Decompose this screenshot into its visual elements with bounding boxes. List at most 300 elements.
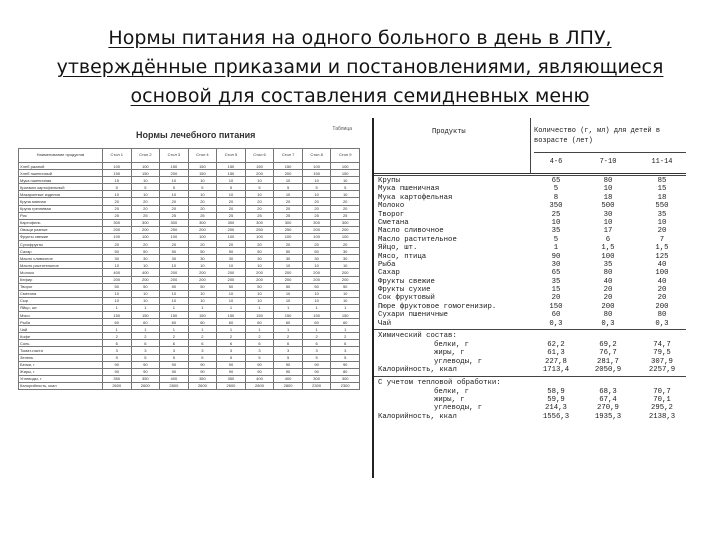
value-cell: 0,3 (655, 319, 669, 328)
value-cell: 30 (331, 248, 360, 255)
value-cell: 50 (331, 283, 360, 290)
value-cell: 6 (188, 340, 217, 347)
value-cell: 10 (331, 262, 360, 269)
table-row (19, 333, 360, 340)
value-cell: 18 (603, 193, 613, 202)
spacer (374, 175, 686, 176)
value-cell: 100 (131, 233, 160, 240)
section-divider (374, 329, 686, 330)
product-name: Сухари пшеничные (378, 311, 449, 320)
value-cell: 200 (103, 276, 132, 283)
value-cell: 200 (274, 170, 303, 177)
value-cell: 150 (188, 163, 217, 170)
column-header: Стол 2 (131, 149, 160, 163)
value-cell: 30 (103, 255, 132, 262)
value-cell: 10 (188, 262, 217, 269)
value-cell: 5 (245, 354, 274, 361)
value-cell: 1 (245, 304, 274, 311)
product-name: Сухофрукты (19, 241, 103, 248)
value-cell: 0,3 (601, 319, 615, 328)
value-cell: 62,2 (547, 341, 565, 350)
value-cell: 200 (188, 269, 217, 276)
table-row (374, 404, 686, 412)
value-cell: 10 (160, 297, 189, 304)
value-cell: 6 (131, 340, 160, 347)
value-cell: 150 (331, 170, 360, 177)
value-cell: 15 (103, 177, 132, 184)
value-cell: 100 (274, 233, 303, 240)
value-cell: 100 (188, 233, 217, 240)
table-row (374, 294, 686, 302)
value-cell: 1 (103, 304, 132, 311)
value-cell: 50 (245, 283, 274, 290)
product-name: Сметана (378, 218, 409, 227)
product-name: Творог (378, 210, 405, 219)
value-cell: 60 (217, 319, 246, 326)
value-cell: 20 (217, 198, 246, 205)
value-cell: 2300 (331, 382, 360, 389)
value-cell: 59,9 (547, 395, 565, 404)
product-name: Молоко (19, 269, 103, 276)
value-cell: 100 (331, 163, 360, 170)
value-cell: 1,5 (655, 244, 669, 253)
value-cell: 65 (551, 177, 561, 185)
value-cell: 20 (274, 205, 303, 212)
value-cell: 30 (131, 255, 160, 262)
value-cell: 60 (103, 319, 132, 326)
value-cell: 10 (131, 262, 160, 269)
table-row (19, 191, 360, 198)
value-cell: 300 (274, 219, 303, 226)
value-cell: 5 (331, 354, 360, 361)
value-cell: 20 (160, 241, 189, 248)
value-cell: 50 (217, 248, 246, 255)
value-cell: 2050,9 (594, 366, 622, 375)
value-cell: 50 (302, 248, 331, 255)
value-cell: 1,5 (601, 244, 615, 253)
product-name: Белки, г (19, 361, 103, 368)
value-cell: 200 (188, 226, 217, 233)
value-cell: 35 (551, 277, 561, 286)
table-row (374, 278, 686, 286)
value-cell: 3 (302, 347, 331, 354)
value-cell: 150 (217, 311, 246, 318)
value-cell: 295,2 (651, 404, 673, 413)
value-cell: 2800 (245, 382, 274, 389)
value-cell: 25 (131, 212, 160, 219)
value-cell: 10 (217, 290, 246, 297)
table-row (374, 194, 686, 202)
value-cell: 90 (331, 361, 360, 368)
value-cell: 10 (217, 191, 246, 198)
value-cell: 10 (302, 297, 331, 304)
children-norms-body (374, 175, 686, 421)
table-row (374, 253, 686, 261)
column-header: Стол 6 (245, 149, 274, 163)
value-cell: 5 (217, 184, 246, 191)
value-cell: 10 (245, 177, 274, 184)
table-row (374, 227, 686, 235)
value-cell: 20 (245, 198, 274, 205)
value-cell: 90 (131, 361, 160, 368)
product-name: Рыба (19, 319, 103, 326)
product-name: Картофель (19, 219, 103, 226)
product-name: Мука пшеничная (378, 185, 440, 194)
value-cell: 20 (603, 294, 613, 303)
value-cell: 2 (331, 333, 360, 340)
product-name: Яйцо, шт. (19, 304, 103, 311)
value-cell: 0,3 (549, 319, 563, 328)
value-cell: 100 (217, 233, 246, 240)
value-cell: 2300 (302, 382, 331, 389)
value-cell: 70,7 (653, 387, 671, 396)
value-cell: 200 (103, 226, 132, 233)
table-row (19, 304, 360, 311)
value-cell: 2 (188, 333, 217, 340)
table-row (19, 170, 360, 177)
table-row (374, 358, 686, 366)
value-cell: 1 (188, 326, 217, 333)
value-cell: 10 (188, 191, 217, 198)
value-cell: 1 (160, 304, 189, 311)
value-cell: 20 (274, 198, 303, 205)
value-cell: 80 (331, 368, 360, 375)
value-cell: 350 (103, 375, 132, 382)
value-cell: 10 (274, 290, 303, 297)
value-cell: 70,1 (653, 395, 671, 404)
value-cell: 90 (217, 361, 246, 368)
value-cell: 200 (274, 276, 303, 283)
value-cell: 100 (302, 233, 331, 240)
value-cell: 20 (103, 198, 132, 205)
product-name: Крупа гречневая (19, 205, 103, 212)
value-cell: 20 (274, 241, 303, 248)
product-name: Мука картофельная (378, 193, 453, 202)
value-cell: 50 (103, 248, 132, 255)
value-cell: 150 (131, 311, 160, 318)
table-row (19, 340, 360, 347)
value-cell: 200 (331, 226, 360, 233)
value-cell: 150 (274, 311, 303, 318)
value-cell: 80 (603, 311, 613, 320)
product-name: Макаронные изделия (19, 191, 103, 198)
value-cell: 5 (302, 184, 331, 191)
value-cell: 20 (188, 198, 217, 205)
product-name: Рис (19, 212, 103, 219)
value-cell: 10 (331, 290, 360, 297)
title-line-1: Нормы питания на одного больного в день в ЛПУ, (108, 27, 612, 49)
table-row (19, 177, 360, 184)
age-header: 4-6 (549, 158, 563, 166)
product-name: Молоко (378, 202, 405, 211)
product-name: Крупа манная (19, 198, 103, 205)
value-cell: 10 (188, 290, 217, 297)
value-cell: 200 (217, 226, 246, 233)
table-row (19, 233, 360, 240)
value-cell: 150 (331, 311, 360, 318)
value-cell: 150 (103, 170, 132, 177)
value-cell: 350 (188, 375, 217, 382)
table-row (374, 219, 686, 227)
value-cell: 250 (245, 226, 274, 233)
value-cell: 25 (188, 212, 217, 219)
product-name: углеводы, г (434, 404, 483, 413)
value-cell: 307,9 (651, 357, 673, 366)
value-cell: 10 (217, 297, 246, 304)
value-cell: 50 (188, 283, 217, 290)
product-name: Сахар (19, 248, 103, 255)
value-cell: 150 (160, 163, 189, 170)
value-cell: 60 (188, 319, 217, 326)
value-cell: 90 (188, 368, 217, 375)
product-name: Хлеб пшеничный (19, 170, 103, 177)
header-quantity: Количество (г, мл) для детей в возрасте (лет) (534, 127, 661, 145)
value-cell: 10 (131, 290, 160, 297)
value-cell: 550 (655, 202, 669, 211)
value-cell: 250 (160, 226, 189, 233)
value-cell: 200 (245, 276, 274, 283)
value-cell: 10 (160, 191, 189, 198)
value-cell: 1713,4 (542, 366, 570, 375)
value-cell: 30 (188, 255, 217, 262)
product-name: Творог (19, 283, 103, 290)
value-cell: 3 (160, 347, 189, 354)
table-row (374, 202, 686, 210)
value-cell: 50 (217, 283, 246, 290)
value-cell: 50 (160, 283, 189, 290)
value-cell: 20 (245, 241, 274, 248)
value-cell: 80 (657, 311, 667, 320)
value-cell: 2800 (274, 382, 303, 389)
value-cell: 20 (551, 294, 561, 303)
value-cell: 200 (160, 170, 189, 177)
value-cell: 60 (245, 319, 274, 326)
section-divider (374, 376, 686, 377)
value-cell: 200 (245, 170, 274, 177)
value-cell: 10 (217, 177, 246, 184)
value-cell: 10 (103, 297, 132, 304)
value-cell: 200 (160, 276, 189, 283)
value-cell: 5 (245, 184, 274, 191)
value-cell: 20 (302, 198, 331, 205)
value-cell: 150 (245, 163, 274, 170)
value-cell: 300 (160, 219, 189, 226)
value-cell: 17 (603, 227, 613, 236)
value-cell: 69,2 (599, 341, 617, 350)
left-scanned-table (18, 118, 360, 474)
product-name: Томат-паста (19, 347, 103, 354)
value-cell: 100 (302, 163, 331, 170)
table-row (374, 388, 686, 396)
value-cell: 25 (331, 212, 360, 219)
diet-norms-body (19, 163, 360, 390)
value-cell: 2257,9 (648, 366, 676, 375)
value-cell: 150 (302, 170, 331, 177)
value-cell: 1935,3 (594, 412, 622, 421)
value-cell: 20 (302, 205, 331, 212)
value-cell: 281,7 (597, 357, 619, 366)
product-name: Сахар (378, 269, 400, 278)
value-cell: 20 (603, 286, 613, 295)
value-cell: 150 (245, 311, 274, 318)
product-name: Пюре фруктовое гомогенизир. (378, 302, 497, 311)
product-name: Масло растительное (19, 262, 103, 269)
value-cell: 90 (274, 368, 303, 375)
value-cell: 1 (103, 326, 132, 333)
table-row (19, 163, 360, 170)
value-cell: 200 (302, 226, 331, 233)
value-cell: 10 (274, 177, 303, 184)
table-row (19, 219, 360, 226)
table-row (374, 413, 686, 421)
table-row (374, 236, 686, 244)
value-cell: 300 (331, 219, 360, 226)
value-cell: 10 (188, 177, 217, 184)
table-row (374, 320, 686, 328)
value-cell: 60 (274, 319, 303, 326)
product-name: Калорийность, ккал (378, 412, 457, 421)
value-cell: 90 (131, 368, 160, 375)
table-row (374, 366, 686, 374)
value-cell: 200 (331, 276, 360, 283)
value-cell: 10 (657, 218, 667, 227)
value-cell: 90 (274, 361, 303, 368)
value-cell: 80 (603, 177, 613, 185)
value-cell: 10 (331, 191, 360, 198)
table-row (19, 368, 360, 375)
value-cell: 5 (553, 235, 559, 244)
value-cell: 100 (331, 233, 360, 240)
value-cell: 90 (103, 368, 132, 375)
value-cell: 10 (245, 191, 274, 198)
value-cell: 10 (103, 191, 132, 198)
value-cell: 20 (302, 241, 331, 248)
value-cell: 60 (331, 319, 360, 326)
value-cell: 10 (103, 262, 132, 269)
column-header: Стол 3 (160, 149, 189, 163)
value-cell: 200 (160, 269, 189, 276)
value-cell: 150 (217, 163, 246, 170)
product-name: Масло растительное (378, 235, 457, 244)
table-row (374, 349, 686, 357)
column-header: Стол 7 (274, 149, 303, 163)
value-cell: 20 (103, 205, 132, 212)
value-cell: 60 (160, 319, 189, 326)
value-cell: 50 (302, 283, 331, 290)
value-cell: 20 (657, 227, 667, 236)
value-cell: 5 (160, 354, 189, 361)
value-cell: 6 (160, 340, 189, 347)
table-row (19, 319, 360, 326)
title-line-2: утверждённые приказами и постановлениями, являющиеся (56, 56, 664, 78)
value-cell: 214,3 (545, 404, 567, 413)
value-cell: 300 (331, 375, 360, 382)
value-cell: 10 (245, 297, 274, 304)
value-cell: 300 (302, 219, 331, 226)
value-cell: 67,4 (599, 395, 617, 404)
table-row (374, 311, 686, 319)
value-cell: 20 (245, 205, 274, 212)
column-header: Стол 5 (217, 149, 246, 163)
value-cell: 40 (657, 277, 667, 286)
value-cell: 1 (553, 244, 559, 253)
value-cell: 10 (131, 191, 160, 198)
value-cell: 30 (274, 255, 303, 262)
value-cell: 400 (160, 375, 189, 382)
table-row (19, 205, 360, 212)
product-name: жиры, г (434, 349, 465, 358)
value-cell: 61,3 (547, 349, 565, 358)
table-row (19, 297, 360, 304)
product-name: Кофе (19, 333, 103, 340)
value-cell: 250 (274, 226, 303, 233)
value-cell: 10 (302, 290, 331, 297)
table-row (19, 262, 360, 269)
value-cell: 90 (103, 361, 132, 368)
value-cell: 5 (217, 354, 246, 361)
value-cell: 10 (188, 297, 217, 304)
value-cell: 2 (245, 333, 274, 340)
value-cell: 10 (302, 177, 331, 184)
product-name: Калорийность, ккал (19, 382, 103, 389)
value-cell: 150 (302, 311, 331, 318)
value-cell: 100 (601, 252, 615, 261)
value-cell: 35 (603, 260, 613, 269)
value-cell: 300 (103, 219, 132, 226)
value-cell: 90 (302, 361, 331, 368)
chem-section-label (374, 331, 686, 341)
product-name: Мука пшеничная (19, 177, 103, 184)
value-cell: 6 (217, 340, 246, 347)
value-cell: 150 (549, 302, 563, 311)
value-cell: 25 (551, 210, 561, 219)
value-cell: 200 (188, 276, 217, 283)
table-row (19, 354, 360, 361)
value-cell: 20 (657, 286, 667, 295)
value-cell: 300 (245, 219, 274, 226)
value-cell: 200 (302, 269, 331, 276)
value-cell: 1 (274, 326, 303, 333)
value-cell: 20 (103, 241, 132, 248)
value-cell: 5 (553, 185, 559, 194)
value-cell: 65 (551, 269, 561, 278)
column-header: Стол 8 (302, 149, 331, 163)
table-row (19, 290, 360, 297)
value-cell: 350 (217, 375, 246, 382)
value-cell: 100 (245, 233, 274, 240)
value-cell: 6 (245, 340, 274, 347)
value-cell: 2600 (188, 382, 217, 389)
value-cell: 50 (274, 248, 303, 255)
value-cell: 100 (160, 233, 189, 240)
header-product: Продукты (432, 128, 466, 136)
value-cell: 350 (549, 202, 563, 211)
value-cell: 10 (331, 177, 360, 184)
value-cell: 2 (217, 333, 246, 340)
value-cell: 30 (331, 255, 360, 262)
table-row (374, 211, 686, 219)
value-cell: 25 (160, 212, 189, 219)
value-cell: 50 (245, 248, 274, 255)
value-cell: 2 (103, 333, 132, 340)
value-cell: 1 (331, 326, 360, 333)
value-cell: 6 (605, 235, 611, 244)
value-cell: 400 (274, 375, 303, 382)
title-line-3: основой для составления семидневных меню (130, 85, 590, 107)
product-name: Мясо, птица (378, 252, 427, 261)
value-cell: 2600 (131, 382, 160, 389)
value-cell: 60 (131, 319, 160, 326)
